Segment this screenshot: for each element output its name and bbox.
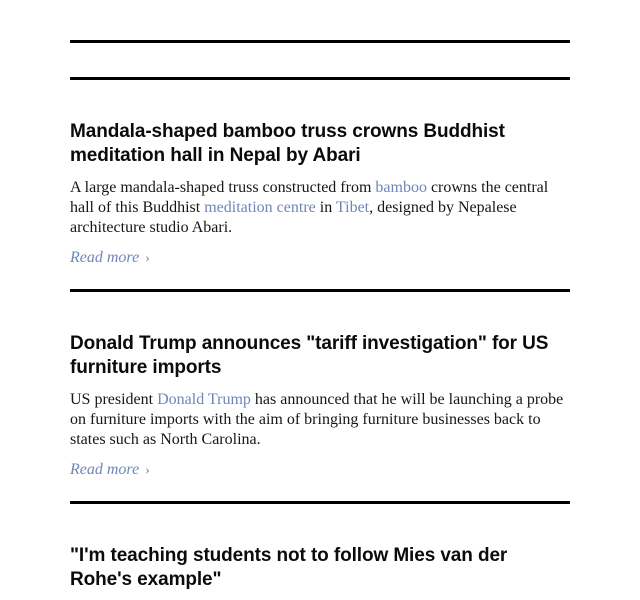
summary-text: in bbox=[315, 199, 336, 216]
article-summary bbox=[70, 390, 570, 450]
article-card bbox=[70, 504, 570, 600]
summary-text: US president bbox=[70, 391, 158, 408]
tag-link-meditation-centre[interactable]: meditation centre bbox=[204, 199, 316, 216]
summary-text: has announced that he will be launching a probe on furniture imports with the aim of bringing furniture businesses back to states such as North Carolina. bbox=[70, 391, 564, 448]
read-more-label: Read more bbox=[70, 461, 140, 478]
tag-link-donald-trump[interactable]: Donald Trump bbox=[157, 391, 251, 408]
chevron-right-icon: › bbox=[145, 251, 150, 266]
article-title[interactable]: Mandala-shaped bamboo truss crowns Buddhist meditation hall in Nepal by Abari bbox=[70, 121, 505, 166]
article-card bbox=[70, 80, 570, 287]
read-more-label: Read more bbox=[70, 249, 140, 266]
read-more-link[interactable] bbox=[70, 248, 150, 269]
article-card bbox=[70, 292, 570, 499]
article-summary bbox=[70, 178, 570, 238]
article-title[interactable]: Donald Trump announces "tariff investigation" for US furniture imports bbox=[70, 333, 549, 378]
chevron-right-icon: › bbox=[145, 463, 150, 478]
summary-text: , designed by Nepalese architecture studio Abari. bbox=[70, 199, 517, 236]
tag-link-tibet[interactable]: Tibet bbox=[335, 199, 370, 216]
summary-text: crowns the central hall of this Buddhist bbox=[70, 179, 549, 216]
article-title[interactable]: "I'm teaching students not to follow Mies van der Rohe's example" bbox=[70, 545, 508, 590]
article-feed bbox=[70, 40, 570, 600]
summary-text: A large mandala-shaped truss constructed from bbox=[70, 179, 376, 196]
tag-link-bamboo[interactable]: bamboo bbox=[375, 179, 427, 196]
read-more-link[interactable] bbox=[70, 460, 150, 481]
